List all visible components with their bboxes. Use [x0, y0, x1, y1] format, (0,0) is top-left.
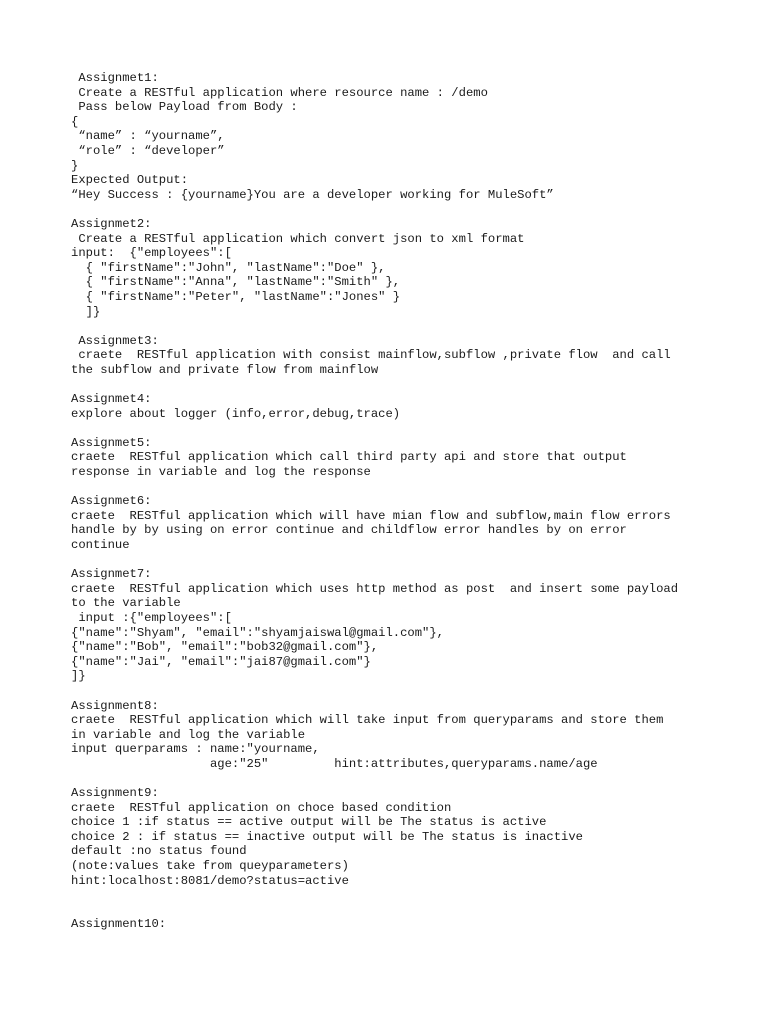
document-line: }	[71, 158, 79, 173]
document-body	[71, 71, 751, 932]
document-line: choice 2 : if status == inactive output will be The status is inactive	[71, 829, 583, 844]
document-line: { "firstName":"Peter", "lastName":"Jones" }	[71, 289, 401, 304]
document-line: {"name":"Shyam", "email":"shyamjaiswal@gmail.com"},	[71, 625, 444, 640]
document-line: { "firstName":"Anna", "lastName":"Smith" },	[71, 275, 401, 290]
assignment-heading: Assignmet2:	[71, 216, 152, 231]
document-line: response in variable and log the response	[71, 465, 371, 480]
document-line: craete RESTful application which uses http method as post and insert some payload	[71, 581, 679, 596]
document-line: to the variable	[71, 596, 181, 611]
document-line: default :no status found	[71, 844, 247, 859]
document-line: continue	[71, 538, 130, 552]
document-line: handle by by using on error continue and childflow error handles by on error	[71, 523, 627, 538]
document-line: Create a RESTful application which convert json to xml format	[71, 231, 525, 246]
document-line: the subflow and private flow from mainflow	[71, 362, 379, 377]
blank-line	[71, 903, 751, 918]
document-line: in variable and log the variable	[71, 727, 306, 742]
assignment-heading: Assignmet4:	[71, 392, 152, 407]
document-line: {"name":"Jai", "email":"jai87@gmail.com"}	[71, 654, 371, 669]
document-line: “Hey Success : {yourname}You are a developer working for MuleSoft”	[71, 187, 554, 202]
blank-line	[71, 377, 751, 392]
document-line: craete RESTful application with consist mainflow,subflow ,private flow and call	[71, 348, 671, 363]
document-line: {	[71, 114, 79, 129]
blank-line	[71, 684, 751, 699]
assignment-heading: Assignmet6:	[71, 494, 152, 509]
document-line: Pass below Payload from Body :	[71, 100, 298, 115]
document-line: hint:localhost:8081/demo?status=active	[71, 873, 349, 888]
blank-line	[71, 319, 751, 334]
blank-line	[71, 553, 751, 568]
assignment-heading: Assignmet7:	[71, 567, 152, 582]
assignment-heading: Assignmet5:	[71, 435, 152, 450]
document-line: input :{"employees":[	[71, 610, 232, 625]
document-line: ]}	[71, 304, 101, 319]
document-line: input: {"employees":[	[71, 246, 232, 261]
document-line: craete RESTful application which will take input from queryparams and store them	[71, 713, 664, 728]
assignment-heading: Assignment10:	[71, 917, 167, 932]
blank-line	[71, 202, 751, 217]
document-line: explore about logger (info,error,debug,trace)	[71, 406, 401, 421]
document-line: Expected Output:	[71, 173, 189, 188]
blank-line	[71, 888, 751, 903]
document-line: Create a RESTful application where resource name : /demo	[71, 85, 488, 100]
document-line: “name” : “yourname”,	[71, 129, 225, 144]
document-line: {"name":"Bob", "email":"bob32@gmail.com"},	[71, 640, 379, 655]
assignment-heading: Assignmet1:	[71, 71, 159, 85]
document-line: input querparams : name:"yourname,	[71, 742, 320, 757]
assignment-heading: Assignment8:	[71, 698, 159, 713]
document-line: craete RESTful application on choce based condition	[71, 800, 452, 815]
document-line: ]}	[71, 669, 86, 684]
document-line: { "firstName":"John", "lastName":"Doe" },	[71, 260, 386, 275]
blank-line	[71, 480, 751, 495]
document-line: age:"25" hint:attributes,queryparams.name/age	[71, 756, 598, 771]
document-line: (note:values take from queyparameters)	[71, 859, 349, 874]
document-line: choice 1 :if status == active output will be The status is active	[71, 815, 547, 830]
document-line: craete RESTful application which will have mian flow and subflow,main flow errors	[71, 508, 671, 523]
document-line: craete RESTful application which call third party api and store that output	[71, 450, 627, 465]
blank-line	[71, 421, 751, 436]
assignment-heading: Assignmet3:	[71, 333, 159, 348]
assignment-heading: Assignment9:	[71, 786, 159, 801]
document-line: “role” : “developer”	[71, 143, 225, 158]
blank-line	[71, 772, 751, 787]
